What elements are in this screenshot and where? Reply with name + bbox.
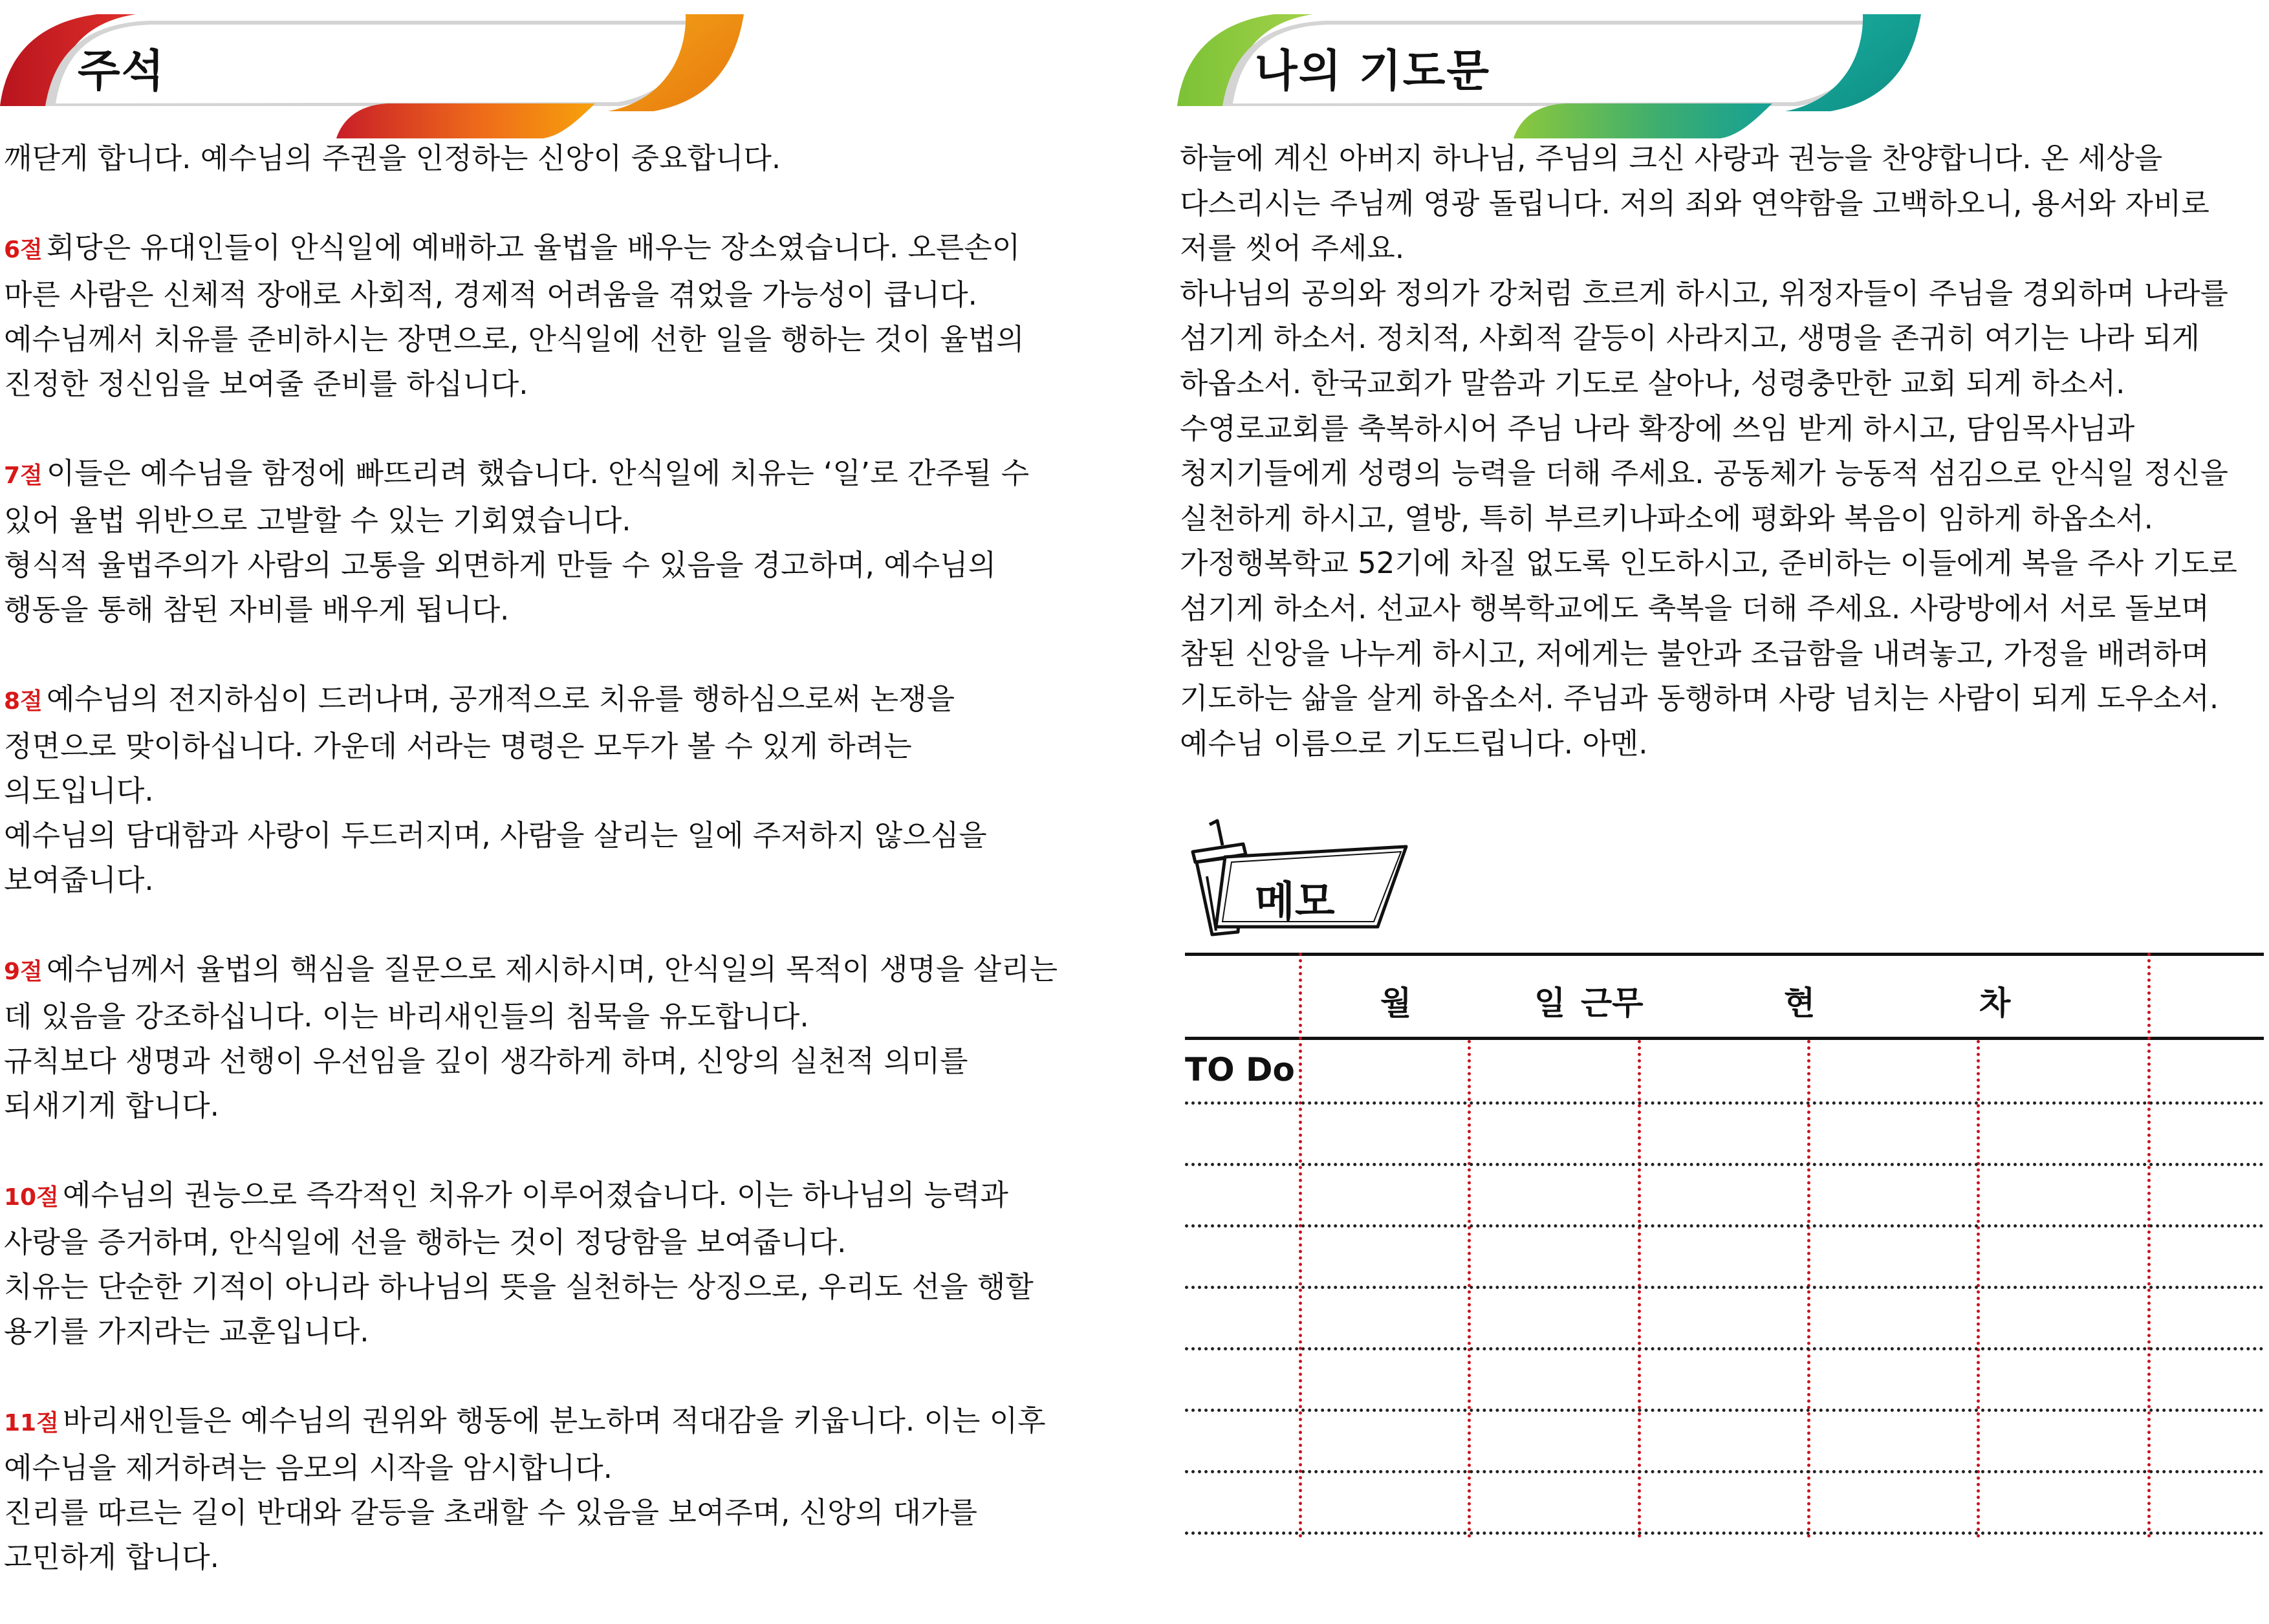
verse-line: 진정한 정신임을 보여줄 준비를 하십니다. — [4, 367, 528, 401]
prayer-line: 청지기들에게 성령의 능력을 더해 주세요. 공동체가 능동적 섬김으로 안식일 정신을 — [1180, 456, 2229, 491]
memo-line — [1185, 1224, 2264, 1228]
memo-line — [1185, 1532, 2264, 1535]
verse-line-text: 바리새인들은 예수님의 권위와 행동에 분노하며 적대감을 키웁니다. 이는 이후 — [62, 1403, 1046, 1438]
column-header-present: 현 — [1784, 984, 1816, 1022]
verse-line — [4, 225, 1078, 272]
verse-paragraph — [4, 677, 1078, 902]
verse-line: 마른 사람은 신체적 장애로 사회적, 경제적 어려움을 겪었을 가능성이 큽니다. — [4, 277, 977, 312]
verse-paragraph — [4, 1173, 1078, 1354]
table-header-rule — [1185, 1037, 2264, 1040]
verse-line — [4, 677, 1078, 724]
commentary-section — [4, 136, 1103, 1624]
prayer-section — [1180, 136, 2253, 766]
verse-line — [4, 1173, 1078, 1220]
column-header-duty: 근무 — [1581, 984, 1644, 1022]
verse-paragraph — [4, 225, 1078, 406]
verse-line: 진리를 따르는 길이 반대와 갈등을 초래할 수 있음을 보여주며, 신앙의 대가를 — [4, 1495, 977, 1530]
verse-line: 예수님을 제거하려는 음모의 시작을 암시합니다. — [4, 1451, 613, 1485]
verse-number-tag: 10절 — [4, 1184, 59, 1211]
column-header-day: 일 — [1534, 984, 1566, 1022]
verse-line: 형식적 율법주의가 사람의 고통을 외면하게 만들 수 있음을 경고하며, 예수님의 — [4, 548, 997, 582]
grid-divider — [1977, 1040, 1980, 1538]
verse-paragraph — [4, 1398, 1078, 1579]
verse-line: 사랑을 증거하며, 안식일에 선을 행하는 것이 정당함을 보여줍니다. — [4, 1225, 847, 1259]
commentary-title: 주석 — [78, 46, 166, 97]
prayer-line: 하늘에 계신 아버지 하나님, 주님의 크신 사랑과 권능을 찬양합니다. 온 세상을 — [1180, 141, 2163, 175]
verse-line-text: 예수님의 전지하심이 드러나며, 공개적으로 치유를 행하심으로써 논쟁을 — [46, 682, 955, 716]
verse-line: 정면으로 맞이하십니다. 가운데 서라는 명령은 모두가 볼 수 있게 하려는 — [4, 729, 912, 763]
column-header-month: 월 — [1380, 984, 1412, 1022]
grid-divider — [2147, 953, 2151, 1538]
verse-number-tag: 8절 — [4, 688, 43, 715]
verse-line: 예수님께서 치유를 준비하시는 장면으로, 안식일에 선한 일을 행하는 것이 율법의 — [4, 322, 1025, 356]
verse-line-text: 예수님께서 율법의 핵심을 질문으로 제시하시며, 안식일의 목적이 생명을 살리는 — [46, 952, 1058, 986]
verse-line — [4, 947, 1078, 994]
verse-paragraph — [4, 947, 1078, 1128]
verse-line: 의도입니다. — [4, 774, 154, 808]
prayer-line: 가정행복학교 52기에 차질 없도록 인도하시고, 준비하는 이들에게 복을 주사 기도로 — [1180, 546, 2237, 581]
grid-divider — [1468, 1040, 1471, 1538]
column-header-count: 차 — [1979, 984, 2011, 1022]
prayer-line: 기도하는 삶을 살게 하옵소서. 주님과 동행하며 사랑 넘치는 사람이 되게 도우소서. — [1180, 681, 2219, 716]
verse-line — [4, 451, 1078, 498]
verse-line: 고민하게 합니다. — [4, 1540, 219, 1574]
verse-line: 행동을 통해 참된 자비를 배우게 됩니다. — [4, 592, 510, 627]
verse-line — [4, 1398, 1078, 1445]
memo-badge — [1184, 812, 1417, 941]
verse-line-text: 회당은 유대인들이 안식일에 예배하고 율법을 배우는 장소였습니다. 오른손이 — [46, 230, 1021, 265]
prayer-title: 나의 기도문 — [1255, 46, 1491, 97]
verse-number-tag: 6절 — [4, 237, 43, 263]
verse-paragraph — [4, 451, 1078, 632]
verse-number-tag: 9절 — [4, 958, 43, 985]
commentary-intro-line: 깨닫게 합니다. 예수님의 주권을 인정하는 신앙이 중요합니다. — [4, 141, 781, 175]
commentary-intro — [4, 136, 1078, 180]
verse-line: 치유는 단순한 기적이 아니라 하나님의 뜻을 실천하는 상징으로, 우리도 선을 행할 — [4, 1270, 1034, 1304]
verse-line-text: 예수님의 권능으로 즉각적인 치유가 이루어졌습니다. 이는 하나님의 능력과 — [62, 1178, 1008, 1212]
grid-divider — [1638, 1040, 1641, 1538]
prayer-line: 수영로교회를 축복하시어 주님 나라 확장에 쓰임 받게 하시고, 담임목사님과 — [1180, 411, 2135, 446]
verse-list — [4, 225, 1103, 1579]
memo-table — [1185, 953, 2264, 1548]
grid-divider — [1299, 953, 1302, 1538]
verse-line-text: 이들은 예수님을 함정에 빠뜨리려 했습니다. 안식일에 치유는 ‘일’로 간주될 수 — [46, 456, 1030, 490]
table-top-rule — [1185, 953, 2264, 956]
verse-line: 있어 율법 위반으로 고발할 수 있는 기회였습니다. — [4, 503, 631, 537]
prayer-line: 섬기게 하소서. 선교사 행복학교에도 축복을 더해 주세요. 사랑방에서 서로 돌보며 — [1180, 590, 2209, 625]
verse-line: 데 있음을 강조하십니다. 이는 바리새인들의 침묵을 유도합니다. — [4, 999, 809, 1034]
prayer-line: 저를 씻어 주세요. — [1180, 231, 1405, 266]
prayer-line: 실천하게 하시고, 열방, 특히 부르키나파소에 평화와 복음이 임하게 하옵소서. — [1180, 501, 2153, 536]
prayer-line: 하옵소서. 한국교회가 말씀과 기도로 살아나, 성령충만한 교회 되게 하소서. — [1180, 365, 2125, 400]
prayer-line: 다스리시는 주님께 영광 돌립니다. 저의 죄와 연약함을 고백하오니, 용서와 자비로 — [1180, 186, 2209, 221]
verse-line: 보여줍니다. — [4, 863, 154, 897]
todo-label: TO Do — [1185, 1051, 1295, 1088]
verse-line: 용기를 가지라는 교훈입니다. — [4, 1314, 369, 1348]
verse-line: 되새기게 합니다. — [4, 1088, 219, 1123]
prayer-line: 참된 신앙을 나누게 하시고, 저에게는 불안과 조급함을 내려놓고, 가정을 배려하며 — [1180, 636, 2209, 671]
grid-divider — [1807, 1040, 1810, 1538]
memo-line — [1185, 1347, 2264, 1350]
verse-number-tag: 7절 — [4, 462, 43, 489]
prayer-line: 섬기게 하소서. 정치적, 사회적 갈등이 사라지고, 생명을 존귀히 여기는 나라 되게 — [1180, 321, 2200, 356]
prayer-banner — [1177, 9, 1940, 138]
memo-line — [1185, 1286, 2264, 1289]
memo-line — [1185, 1101, 2264, 1105]
prayer-line: 예수님 이름으로 기도드립니다. 아멘. — [1180, 726, 1648, 761]
memo-title: 메모 — [1255, 878, 1335, 926]
commentary-banner — [0, 9, 763, 138]
verse-line: 예수님의 담대함과 사랑이 두드러지며, 사람을 살리는 일에 주저하지 않으심을 — [4, 818, 987, 852]
memo-line — [1185, 1163, 2264, 1166]
memo-line — [1185, 1409, 2264, 1412]
verse-number-tag: 11절 — [4, 1410, 59, 1436]
prayer-line: 하나님의 공의와 정의가 강처럼 흐르게 하시고, 위정자들이 주님을 경외하며 나라를 — [1180, 276, 2229, 310]
memo-line — [1185, 1470, 2264, 1473]
verse-line: 규칙보다 생명과 선행이 우선임을 깊이 생각하게 하며, 신앙의 실천적 의미를 — [4, 1044, 968, 1078]
